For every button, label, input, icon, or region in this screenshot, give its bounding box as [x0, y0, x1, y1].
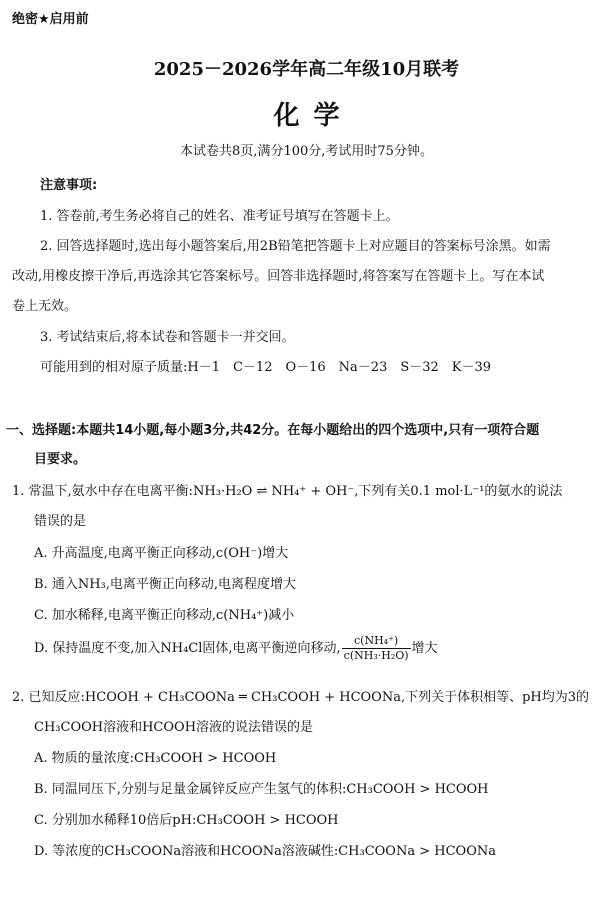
- question-2-option-a: A. 物质的量浓度:CH₃COOH > HCOOH: [34, 751, 277, 766]
- question-1-stem-cont: 错误的是: [34, 514, 87, 529]
- exam-title: 2025－2026学年高二年级10月联考: [153, 59, 460, 80]
- atomic-masses: 可能用到的相对原子质量:H－1 C－12 O－16 Na－23 S－32 K－39: [40, 360, 492, 375]
- subject-title: 化学: [273, 101, 354, 131]
- option-d-suffix: 增大: [411, 641, 438, 656]
- notice-item-2-line-2: 改动,用橡皮擦干净后,再选涂其它答案标号。回答非选择题时,将答案写在答题卡上。写在本试: [12, 269, 545, 284]
- section-heading-cont: 目要求。: [34, 452, 87, 467]
- section-heading: 一、选择题:本题共14小题,每小题3分,共42分。在每小题给出的四个选项中,只有一项符合题: [6, 423, 540, 438]
- question-2-option-b: B. 同温同压下,分别与足量金属锌反应产生氢气的体积:CH₃COOH > HCOOH: [34, 782, 489, 797]
- notice-item-3: 3. 考试结束后,将本试卷和答题卡一并交回。: [40, 330, 295, 345]
- notice-heading: 注意事项:: [40, 178, 98, 193]
- question-1-option-c: C. 加水稀释,电离平衡正向移动,c(NH₄⁺)减小: [34, 608, 295, 623]
- fraction-numerator: c(NH₄⁺): [342, 634, 411, 649]
- concentration-ratio-fraction: [342, 634, 411, 663]
- notice-item-2-line-1: 2. 回答选择题时,选出每小题答案后,用2B铅笔把答题卡上对应题目的答案标号涂黑。如需: [40, 239, 551, 254]
- question-2-stem-cont: CH₃COOH溶液和HCOOH溶液的说法错误的是: [34, 720, 314, 735]
- question-2-option-d: D. 等浓度的CH₃COONa溶液和HCOONa溶液碱性:CH₃COONa > HCOONa: [34, 844, 496, 859]
- fraction-denominator: c(NH₃·H₂O): [343, 649, 409, 662]
- question-2-stem: 2. 已知反应:HCOOH + CH₃COONa ═ CH₃COOH + HCOONa,下列关于体积相等、pH均为3的: [12, 690, 590, 705]
- exam-info: 本试卷共8页,满分100分,考试用时75分钟。: [180, 144, 433, 159]
- question-1-option-b: B. 通入NH₃,电离平衡正向移动,电离程度增大: [34, 577, 297, 592]
- notice-item-1: 1. 答卷前,考生务必将自己的姓名、准考证号填写在答题卡上。: [40, 209, 399, 224]
- notice-item-2-line-3: 卷上无效。: [12, 299, 78, 314]
- question-1-option-d: [34, 634, 438, 663]
- option-d-text: D. 保持温度不变,加入NH₄Cl固体,电离平衡逆向移动,: [34, 641, 341, 656]
- confidential-label: 绝密★启用前: [12, 12, 89, 27]
- question-1-option-a: A. 升高温度,电离平衡正向移动,c(OH⁻)增大: [34, 546, 289, 561]
- question-1-stem: 1. 常温下,氨水中存在电离平衡:NH₃·H₂O ⇌ NH₄⁺ + OH⁻,下列有关0.1 mol·L⁻¹的氨水的说法: [12, 484, 563, 499]
- question-2-option-c: C. 分别加水稀释10倍后pH:CH₃COOH > HCOOH: [34, 813, 339, 828]
